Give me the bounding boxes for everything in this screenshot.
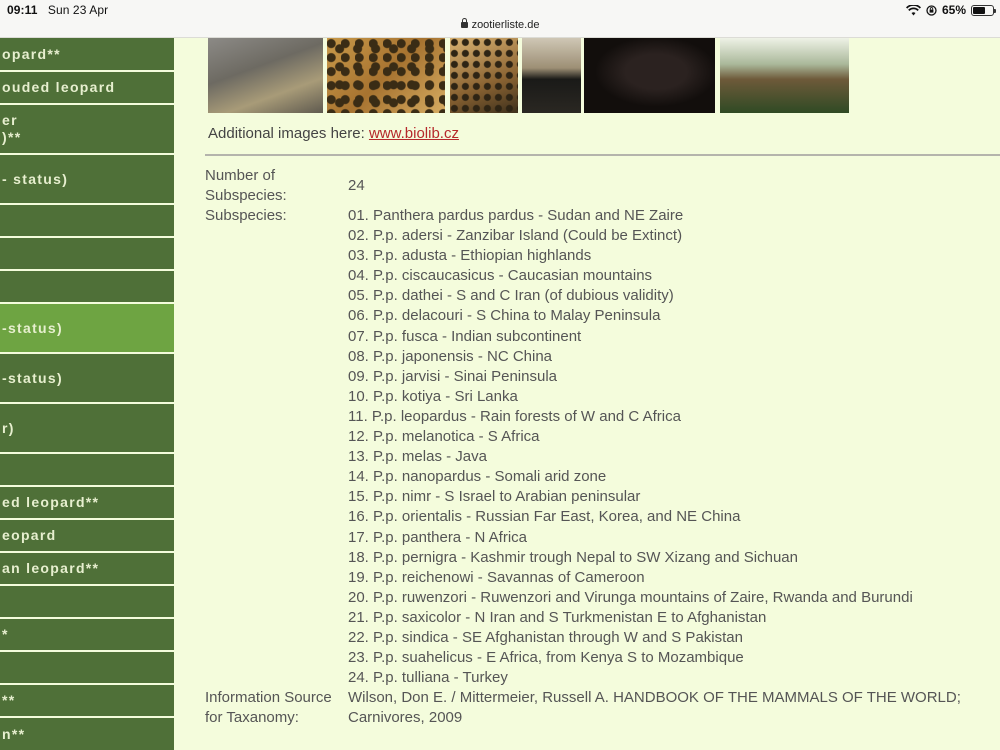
sidebar-item-5[interactable] bbox=[0, 205, 174, 236]
sidebar-item-12[interactable] bbox=[0, 487, 174, 518]
subspecies-item: 20. P.p. ruwenzori - Ruwenzori and Virunga mountains of Zaire, Rwanda and Burundi bbox=[348, 588, 913, 606]
leopard-photo-1[interactable] bbox=[208, 38, 323, 113]
wifi-icon bbox=[906, 5, 921, 16]
subspecies-item: 03. P.p. adusta - Ethiopian highlands bbox=[348, 247, 592, 265]
sidebar-item-8-active[interactable] bbox=[0, 304, 174, 352]
number-of-subspecies-label: Number of Subspecies: bbox=[205, 167, 287, 205]
sidebar-item-label: -status) bbox=[2, 319, 63, 336]
sidebar-item-prefix: - bbox=[2, 170, 8, 187]
subspecies-item: 01. Panthera pardus pardus - Sudan and NE Zaire bbox=[348, 207, 684, 224]
leopard-photo-2[interactable] bbox=[327, 38, 445, 113]
subspecies-item: 18. P.p. pernigra - Kashmir trough Nepal to SW Xizang and Sichuan bbox=[348, 548, 798, 566]
leopard-photo-4[interactable] bbox=[522, 38, 581, 113]
battery-fill bbox=[973, 7, 985, 14]
sidebar-item-13[interactable] bbox=[0, 520, 174, 551]
subspecies-item: 06. P.p. delacouri - S China to Malay Peninsula bbox=[348, 307, 661, 325]
subspecies-item: 16. P.p. orientalis - Russian Far East, Korea, and NE China bbox=[348, 508, 741, 526]
subspecies-item: 22. P.p. sindica - SE Afghanistan through W and S Pakistan bbox=[348, 628, 743, 646]
sidebar-item-11[interactable] bbox=[0, 454, 174, 485]
subspecies-item: 04. P.p. ciscaucasicus - Caucasian mountains bbox=[348, 267, 653, 285]
leopard-photo-5[interactable] bbox=[584, 38, 715, 113]
subspecies-item: 07. P.p. fusca - Indian subcontinent bbox=[348, 327, 582, 345]
sidebar-item-1[interactable] bbox=[0, 38, 174, 70]
subspecies-item: 11. P.p. leopardus - Rain forests of W and C Africa bbox=[348, 407, 681, 425]
subspecies-item: 08. P.p. japonensis - NC China bbox=[348, 347, 553, 365]
sidebar-item-label: eopard bbox=[2, 527, 57, 543]
sidebar-item-label: ouded leopard bbox=[2, 79, 116, 95]
additional-images bbox=[208, 125, 459, 142]
subspecies-item: 21. P.p. saxicolor - N Iran and S Turkmenistan E to Afghanistan bbox=[348, 608, 767, 626]
subspecies-item: 13. P.p. melas - Java bbox=[348, 448, 487, 466]
battery-percent: 65% bbox=[941, 3, 966, 17]
sidebar-item-15[interactable] bbox=[0, 586, 174, 617]
subspecies-item: 10. P.p. kotiya - Sri Lanka bbox=[348, 387, 518, 405]
sidebar-nav bbox=[0, 38, 175, 750]
subspecies-item: 05. P.p. dathei - S and C Iran (of dubious validity) bbox=[348, 287, 674, 305]
sidebar-item-6[interactable] bbox=[0, 238, 174, 269]
sidebar-item-17[interactable] bbox=[0, 652, 174, 683]
sidebar-item-10[interactable] bbox=[0, 404, 174, 452]
sidebar-item-18[interactable] bbox=[0, 685, 174, 716]
sidebar-item-label: opard** bbox=[2, 45, 61, 62]
address-bar[interactable] bbox=[0, 19, 1000, 31]
sidebar-item-label: ** bbox=[2, 692, 16, 708]
info-source-line-2: Carnivores, 2009 bbox=[348, 709, 463, 727]
sidebar-item-14[interactable] bbox=[0, 553, 174, 584]
sidebar-item-16[interactable] bbox=[0, 619, 174, 650]
info-source-label: Information Source for Taxanomy: bbox=[205, 689, 332, 727]
info-source-value bbox=[348, 688, 961, 728]
additional-images-text: Additional images here: bbox=[208, 125, 365, 142]
time-text: 09:11 bbox=[7, 3, 38, 17]
info-source-line-1: Wilson, Don E. / Mittermeier, Russell A. HANDBOOK OF THE MAMMALS OF THE WORLD; bbox=[348, 689, 961, 706]
sidebar-item-9[interactable] bbox=[0, 354, 174, 402]
subspecies-item: 17. P.p. panthera - N Africa bbox=[348, 528, 527, 546]
sidebar-item-text: status) bbox=[13, 170, 69, 187]
subspecies-list bbox=[348, 206, 913, 688]
status-time bbox=[7, 3, 108, 17]
sidebar-item-label: an leopard** bbox=[2, 560, 100, 576]
date-text: Sun 23 Apr bbox=[47, 3, 109, 17]
lock-icon bbox=[461, 22, 468, 28]
section-divider bbox=[205, 154, 1000, 156]
sidebar-item-label: -status) bbox=[2, 369, 63, 386]
sidebar-item-7[interactable] bbox=[0, 271, 174, 302]
subspecies-item: 12. P.p. melanotica - S Africa bbox=[348, 428, 540, 446]
leopard-photo-6[interactable] bbox=[720, 38, 849, 113]
sidebar-item-label-line2: )** bbox=[2, 129, 22, 145]
sidebar-item-3[interactable] bbox=[0, 105, 174, 153]
number-of-subspecies-value: 24 bbox=[348, 177, 365, 194]
sidebar-item-19[interactable] bbox=[0, 718, 174, 750]
subspecies-item: 19. P.p. reichenowi - Savannas of Cameroon bbox=[348, 568, 645, 586]
subspecies-item: 09. P.p. jarvisi - Sinai Peninsula bbox=[348, 367, 558, 385]
subspecies-item: 02. P.p. adersi - Zanzibar Island (Could be Extinct) bbox=[348, 227, 683, 245]
sidebar-item-2[interactable] bbox=[0, 72, 174, 103]
leopard-photo-3[interactable] bbox=[450, 38, 518, 113]
sidebar-item-label: ed leopard** bbox=[2, 494, 100, 510]
url-text: zootierliste.de bbox=[471, 19, 540, 31]
sidebar-item-label: er bbox=[2, 112, 18, 128]
sidebar-item-label: * bbox=[2, 626, 9, 642]
subspecies-item: 14. P.p. nanopardus - Somali arid zone bbox=[348, 468, 607, 486]
subspecies-label: Subspecies: bbox=[205, 207, 287, 224]
sidebar-item-label bbox=[2, 171, 174, 188]
sidebar-item-4[interactable] bbox=[0, 155, 174, 203]
status-indicators bbox=[906, 3, 994, 17]
subspecies-item: 24. P.p. tulliana - Turkey bbox=[348, 669, 508, 687]
subspecies-item: 15. P.p. nimr - S Israel to Arabian peninsular bbox=[348, 488, 641, 506]
biolib-link[interactable]: www.biolib.cz bbox=[368, 125, 459, 142]
subspecies-item: 23. P.p. suahelicus - E Africa, from Kenya S to Mozambique bbox=[348, 649, 744, 667]
battery-icon bbox=[971, 5, 994, 16]
rotation-lock-icon bbox=[926, 5, 937, 16]
sidebar-item-label: n** bbox=[2, 725, 26, 742]
status-bar bbox=[0, 0, 1000, 38]
sidebar-item-label: r) bbox=[2, 419, 15, 436]
